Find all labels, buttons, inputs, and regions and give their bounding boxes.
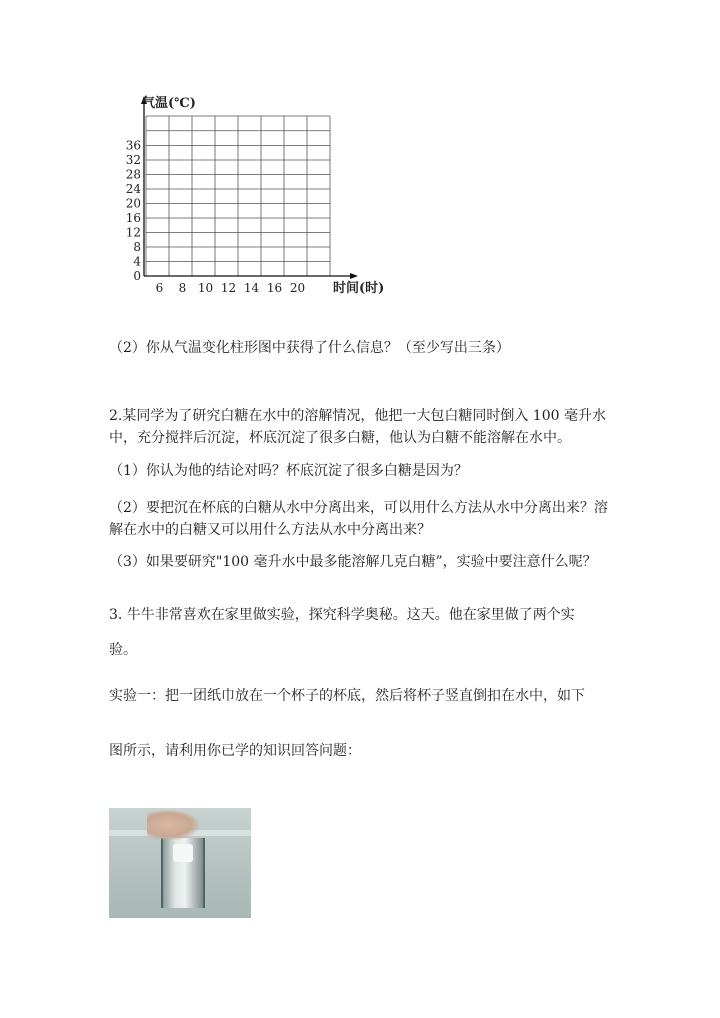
y-tick-label: 24 [125,182,141,196]
hand [147,810,199,840]
paper-towel [173,844,193,862]
y-tick-label: 36 [125,138,141,153]
chart-grid [146,116,330,276]
experiment-photo [109,808,251,918]
x-tick-label: 20 [289,281,306,295]
x-axis-arrow [350,273,358,279]
x-tick-label: 8 [178,281,187,295]
y-tick-label: 12 [125,225,141,240]
question-3-line-2: 验。 [109,642,137,658]
x-tick-label: 6 [155,281,164,295]
question-2-text: 2.某同学为了研究白糖在水中的溶解情况，他把一大包白糖同时倒入 100 毫升水中，充分搅拌后沉淀，杯底沉淀了很多白糖，他认为白糖不能溶解在水中。 [109,408,606,446]
question-2-part-2: （2）要把沉在杯底的白糖从水中分离出来，可以用什么方法从水中分离出来？溶解在水中的白糖又可以用什么方法从水中分离出来？ [109,500,608,538]
y-tick-label: 0 [133,269,141,283]
y-tick-label: 16 [125,211,141,225]
chart-axes [141,96,358,279]
experiment-1-line-2: 图所示，请利用你已学的知识回答问题： [109,743,361,759]
temperature-chart [125,90,398,300]
question-2-part-3: （3）如果要研究"100 毫升水中最多能溶解几克白糖”，实验中要注意什么呢？ [109,554,597,570]
question-2-part-1: （1）你认为他的结论对吗？杯底沉淀了很多白糖是因为？ [109,463,468,479]
y-tick-label: 20 [125,196,141,211]
x-tick-label: 12 [220,281,237,295]
y-tick-label: 32 [125,153,141,167]
chart-ticks [126,139,305,296]
y-tick-label: 28 [125,167,141,182]
x-tick-label: 10 [197,281,214,295]
y-tick-label: 4 [133,254,141,269]
x-tick-label: 14 [243,281,260,295]
question-1-part-2: （2）你从气温变化柱形图中获得了什么信息？（至少写出三条） [109,340,510,356]
experiment-1-line-1: 实验一：把一团纸巾放在一个杯子的杯底，然后将杯子竖直倒扣在水中，如下 [109,688,585,704]
y-axis-label: 气温(℃) [142,96,196,111]
question-3-line-1: 3. 牛牛非常喜欢在家里做实验，探究科学奥秘。这天。他在家里做了两个实 [109,607,575,623]
y-tick-label: 8 [133,240,141,254]
x-axis-label: 时间(时) [333,281,385,296]
x-tick-label: 16 [266,281,283,295]
